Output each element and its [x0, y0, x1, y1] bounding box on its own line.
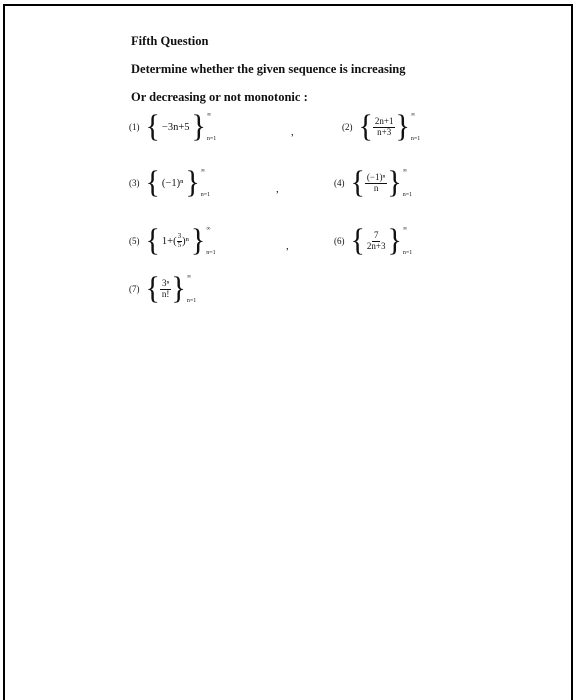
sequence-item-4 [334, 165, 413, 200]
item-label: (1) [129, 122, 140, 132]
lower-limit: n=1 [402, 192, 413, 198]
separator-comma: , [291, 126, 294, 138]
separator-comma: , [276, 183, 279, 195]
lower-limit: n=1 [186, 298, 197, 304]
sequence-expression [160, 233, 191, 249]
left-brace: { [145, 109, 160, 144]
sequence-expression: (−1)ⁿ [161, 177, 184, 189]
index-limits [403, 168, 412, 198]
lower-limit: n=1 [206, 250, 216, 256]
sequence-item-1 [129, 109, 217, 144]
left-brace: { [350, 165, 365, 200]
right-brace: } [185, 165, 200, 200]
denominator: n [373, 182, 379, 193]
right-brace: } [191, 109, 206, 144]
numerator: 7 [373, 229, 379, 240]
lower-limit: n=1 [200, 192, 211, 198]
numerator: 3ⁿ [161, 277, 170, 288]
instruction-line-1: Determine whether the given sequence is increasing [131, 62, 406, 76]
upper-limit: ∞ [206, 112, 212, 118]
right-brace: } [190, 223, 206, 258]
lower-limit: n=1 [206, 136, 217, 142]
right-brace: } [395, 109, 410, 144]
numerator: (−1)ⁿ [366, 171, 386, 182]
item-label: (6) [334, 236, 345, 246]
sequence-item-2 [342, 109, 421, 144]
separator-comma: , [286, 240, 289, 252]
sequence-fraction [365, 173, 387, 194]
item-label: (2) [342, 122, 353, 132]
index-limits [206, 226, 215, 256]
denominator: 5 [177, 240, 182, 249]
left-brace: { [145, 165, 160, 200]
sequence-item-3 [129, 165, 211, 200]
left-brace: { [358, 109, 373, 144]
denominator: n+3 [377, 126, 392, 137]
lower-limit: n=1 [410, 136, 421, 142]
item-label: (4) [334, 178, 345, 188]
upper-limit: ∞ [200, 168, 206, 174]
sequence-fraction [365, 231, 388, 252]
question-title: Fifth Question [131, 34, 209, 48]
expression-suffix: )ⁿ [182, 235, 189, 247]
denominator: n! [161, 288, 170, 299]
sequence-expression: −3n+5 [161, 121, 190, 133]
sequence-fraction [373, 117, 396, 138]
upper-limit: ∞ [186, 274, 192, 280]
expression-prefix: 1+( [161, 235, 177, 247]
index-limits [201, 168, 210, 198]
sequence-item-5 [129, 223, 216, 258]
instruction-line-2: Or decreasing or not monotonic : [131, 90, 308, 104]
sequence-item-7 [129, 271, 197, 306]
index-limits [207, 112, 216, 142]
index-limits [411, 112, 420, 142]
upper-limit: ∞ [402, 168, 407, 174]
right-brace: } [387, 223, 402, 258]
left-brace: { [350, 223, 365, 258]
item-label: (3) [129, 178, 140, 188]
sequence-item-6 [334, 223, 413, 258]
numerator: 2n+1 [374, 115, 394, 126]
lower-limit: n=1 [402, 250, 413, 256]
numerator: 3 [177, 231, 182, 240]
upper-limit: ∞ [410, 112, 416, 118]
denominator: 2n+3 [366, 240, 386, 251]
right-brace: } [171, 271, 186, 306]
sequence-fraction [160, 279, 172, 300]
left-brace: { [145, 271, 160, 306]
left-brace: { [145, 223, 160, 258]
document-page [3, 4, 573, 700]
item-label: (7) [129, 284, 140, 294]
index-limits [403, 226, 412, 256]
upper-limit: ∞ [206, 226, 211, 232]
upper-limit: ∞ [402, 226, 408, 232]
index-limits [187, 274, 196, 304]
right-brace: } [387, 165, 402, 200]
item-label: (5) [129, 236, 140, 246]
